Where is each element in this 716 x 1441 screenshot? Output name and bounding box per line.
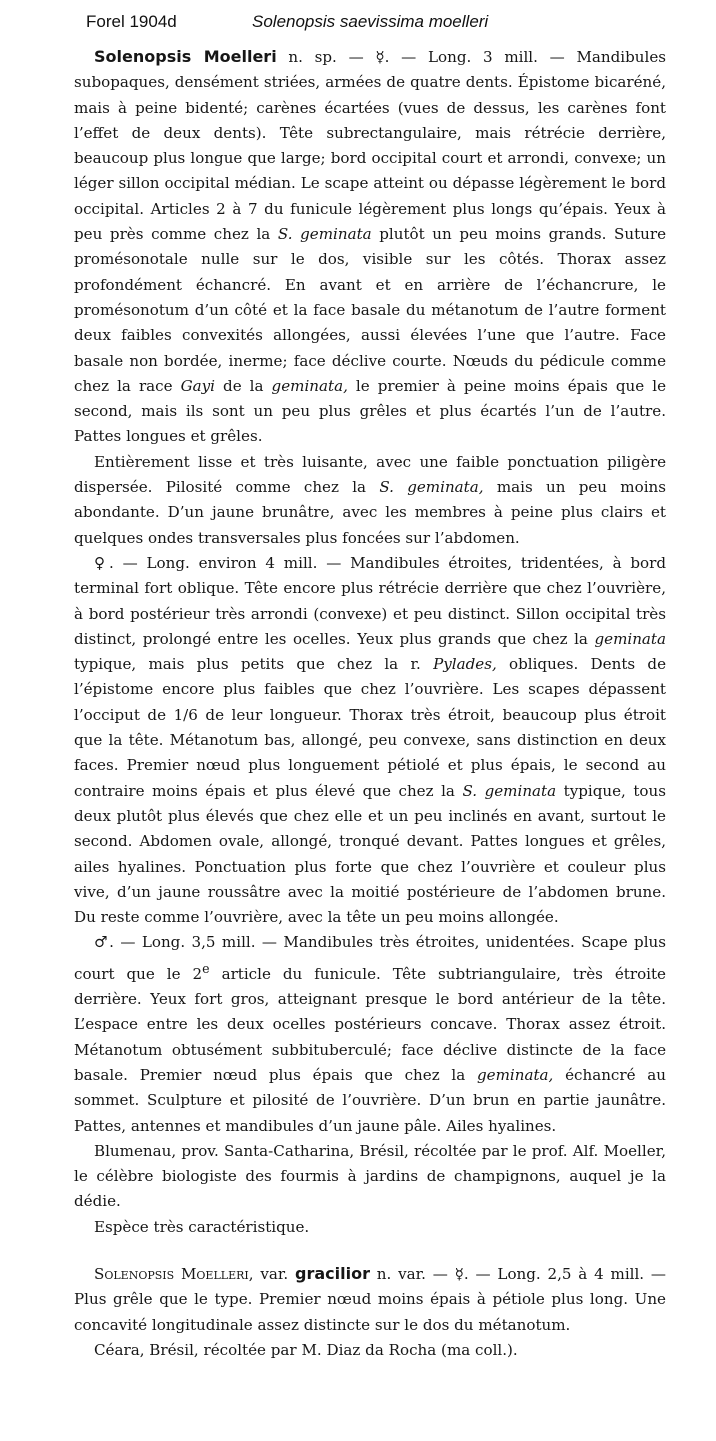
variety-paragraph: Solenopsis Moelleri, var. gracilior n. var. — ☿. — Long. 2,5 à 4 mill. — Plus grêle que le type. Premier nœud moins épais à pétiole plus long. Une concavité longitudinale assez distincte sur le dos du métanotum. [74, 1263, 666, 1334]
variety-locality-paragraph: Céara, Brésil, récoltée par M. Diaz da Rocha (ma coll.). [94, 1340, 518, 1359]
species-description: Solenopsis Moelleri n. sp. — ☿. — Long. 3 mill. — Mandibules subopaques, densément striées, armées de quatre dents. Épistome bicaréné, mais à peine bidenté; carènes écartées (vues de dessus, les carènes font l’effet de deux dents). Tête subrectangulaire, mais rétrécie derrière, beaucoup plus longue que large; bord occipital court et arrondi, convexe; un léger sillon occipital médian. Le scape atteint ou dépasse légèrement le bord occipital. Articles 2 à 7 du funicule légèrement plus longs qu’épais. Yeux à peu près comme chez la S. geminata plutôt un peu moins grands. Suture promésonotale nulle sur le dos, visible sur les côtés. Thorax assez profondément échancré. En avant et en arrière de l’échancrure, le promésonotum d’un côté et la face basale du métanotum de l’autre forment deux faibles convexités allongées, aussi élevées l’une que l’autre. Face basale non bordée, inerme; face déclive courte. Nœuds du pédicule comme chez la race Gayi de la geminata, le premier à peine moins épais que le second, mais ils sont un peu plus grêles et plus écartés l’un de l’autre. Pattes longues et grêles. [74, 47, 667, 446]
section-gap [74, 1240, 666, 1261]
citation: Forel 1904d [86, 12, 177, 31]
remark-paragraph: Espèce très caractéristique. [94, 1217, 310, 1236]
taxon-title: Solenopsis saevissima moelleri [252, 12, 489, 31]
locality-paragraph: Blumenau, prov. Santa-Catharina, Brésil, récoltée par le prof. Alf. Moeller, le célèbre biologiste des fourmis à jardins de champignons, auquel je la dédie. [74, 1141, 666, 1211]
male-paragraph: ♂. — Long. 3,5 mill. — Mandibules très étroites, unidentées. Scape plus court que le 2e article du funicule. Tête subtriangulaire, très étroite derrière. Yeux fort gros, atteignant presque le bord antérieur de la tête. L’espace entre les deux ocelles postérieurs concave. Thorax assez étroit. Métanotum obtusément subbituberculé; face déclive distincte de la face basale. Premier nœud plus épais que chez la geminata, échancré au sommet. Sculpture et pilosité de l’ouvrière. D’un brun en partie jaunâtre. Pattes, antennes et mandibules d’un jaune pâle. Ailes hyalines. [74, 933, 666, 1135]
color-paragraph: Entièrement lisse et très luisante, avec une faible ponctuation piligère dispersée. Pilosité comme chez la S. geminata, mais un peu moins abondante. D’un jaune brunâtre, avec les membres à peine plus clairs et quelques ondes transversales plus foncées sur l’abdomen. [74, 452, 666, 547]
variety-name: gracilior [295, 1263, 370, 1283]
species-name: Solenopsis Moelleri [94, 47, 277, 66]
female-paragraph: ♀. — Long. environ 4 mill. — Mandibules étroites, tridentées, à bord terminal fort oblique. Tête encore plus rétrécie derrière que chez l’ouvrière, à bord postérieur très arrondi (convexe) et peu distinct. Sillon occipital très distinct, prolongé entre les ocelles. Yeux plus grands que chez la geminata typique, mais plus petits que chez la r. Pylades, obliques. Dents de l’épistome encore plus faibles que chez l’ouvrière. Les scapes dépassent l’occiput de 1/6 de leur longueur. Thorax très étroit, beaucoup plus étroit que la tête. Métanotum bas, allongé, peu convexe, sans distinction en deux faces. Premier nœud plus longuement pétiolé et plus épais, le second au contraire moins épais et plus élevé que chez la S. geminata typique, tous deux plutôt plus élevés que chez elle et un peu inclinés en avant, surtout le second. Abdomen ovale, allongé, tronqué devant. Pattes longues et grêles, ailes hyalines. Ponctuation plus forte que chez l’ouvrière et couleur plus vive, d’un jaune roussâtre avec la moitié postérieure de l’abdomen brune. Du reste comme l’ouvrière, avec la tête un peu moins allongée. [74, 553, 666, 927]
page-header [86, 12, 686, 36]
document-body [74, 44, 666, 1363]
variety-species-name: Solenopsis Moelleri [94, 1264, 249, 1283]
